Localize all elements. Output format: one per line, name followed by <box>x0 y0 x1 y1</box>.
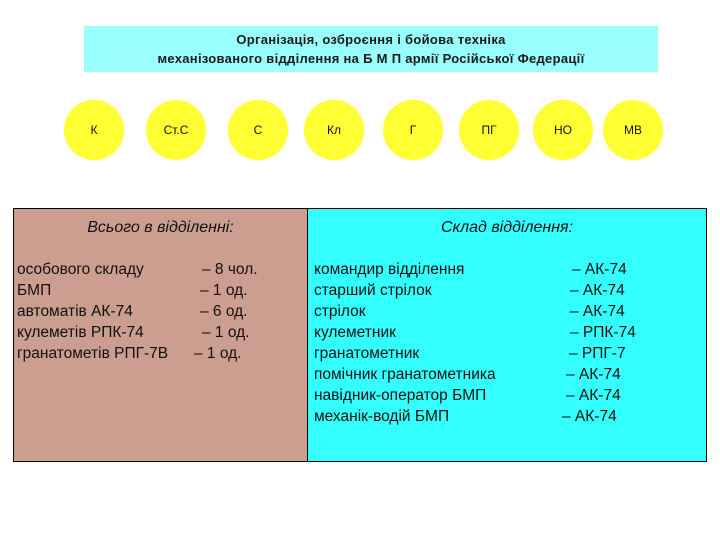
composition-row-name: гранатометник <box>314 345 420 362</box>
composition-panel <box>307 208 707 462</box>
role-circle-grenadier: Г <box>383 100 443 160</box>
composition-row-name: старший стрілок <box>314 282 432 299</box>
role-circle-assistant-grenadier: ПГ <box>459 100 519 160</box>
total-panel <box>13 208 308 462</box>
composition-row-value: – АК-74 <box>572 261 627 278</box>
role-circle-senior-rifleman: Ст.С <box>146 100 206 160</box>
composition-row-value: – АК-74 <box>570 282 625 299</box>
total-row-value: – 6 од. <box>200 303 248 320</box>
total-row <box>14 303 307 324</box>
total-row <box>14 345 307 366</box>
composition-row-value: – РПК-74 <box>570 324 636 341</box>
role-circle-commander: К <box>64 100 124 160</box>
composition-row <box>308 345 706 366</box>
role-circle-machine-gunner: Кл <box>304 100 364 160</box>
composition-row-name: навідник-оператор БМП <box>314 387 487 404</box>
composition-row <box>308 408 706 429</box>
composition-row-value: – РПГ-7 <box>569 345 626 362</box>
composition-row <box>308 282 706 303</box>
composition-row-name: кулеметник <box>314 324 396 341</box>
composition-row <box>308 324 706 345</box>
title-line-1: Організація, озброєння і бойова техніка <box>236 32 506 47</box>
title-line-2: механізованого відділення на Б М П армії Російської Федерації <box>157 51 585 66</box>
composition-row-value: – АК-74 <box>570 303 625 320</box>
role-circle-driver-mechanic: МВ <box>603 100 663 160</box>
total-row <box>14 324 307 345</box>
total-row-value: – 1 од. <box>194 345 242 362</box>
composition-row-name: механік-водій БМП <box>314 408 450 425</box>
composition-row-name: помічник гранатометника <box>314 366 496 383</box>
composition-row <box>308 261 706 282</box>
composition-row-name: командир відділення <box>314 261 465 278</box>
role-circle-gunner-operator: НО <box>533 100 593 160</box>
page-title <box>84 26 658 72</box>
total-row-value: – 1 од. <box>200 282 248 299</box>
total-panel-title: Всього в відділенні: <box>87 219 234 236</box>
composition-row-value: – АК-74 <box>566 366 621 383</box>
composition-row <box>308 303 706 324</box>
total-row-name: БМП <box>17 282 52 299</box>
composition-row-name: стрілок <box>314 303 366 320</box>
composition-panel-title: Склад відділення: <box>441 219 573 236</box>
composition-row-value: – АК-74 <box>562 408 617 425</box>
total-row-value: – 1 од. <box>202 324 250 341</box>
total-row <box>14 261 307 282</box>
total-row-name: кулеметів РПК-74 <box>17 324 144 341</box>
total-row-value: – 8 чол. <box>202 261 258 278</box>
composition-row <box>308 387 706 408</box>
total-row-name: особового складу <box>17 261 144 278</box>
composition-row <box>308 366 706 387</box>
composition-row-value: – АК-74 <box>566 387 621 404</box>
total-row-name: гранатометів РПГ-7В <box>17 345 169 362</box>
role-circle-rifleman: С <box>228 100 288 160</box>
total-row-name: автоматів АК-74 <box>17 303 133 320</box>
total-row <box>14 282 307 303</box>
